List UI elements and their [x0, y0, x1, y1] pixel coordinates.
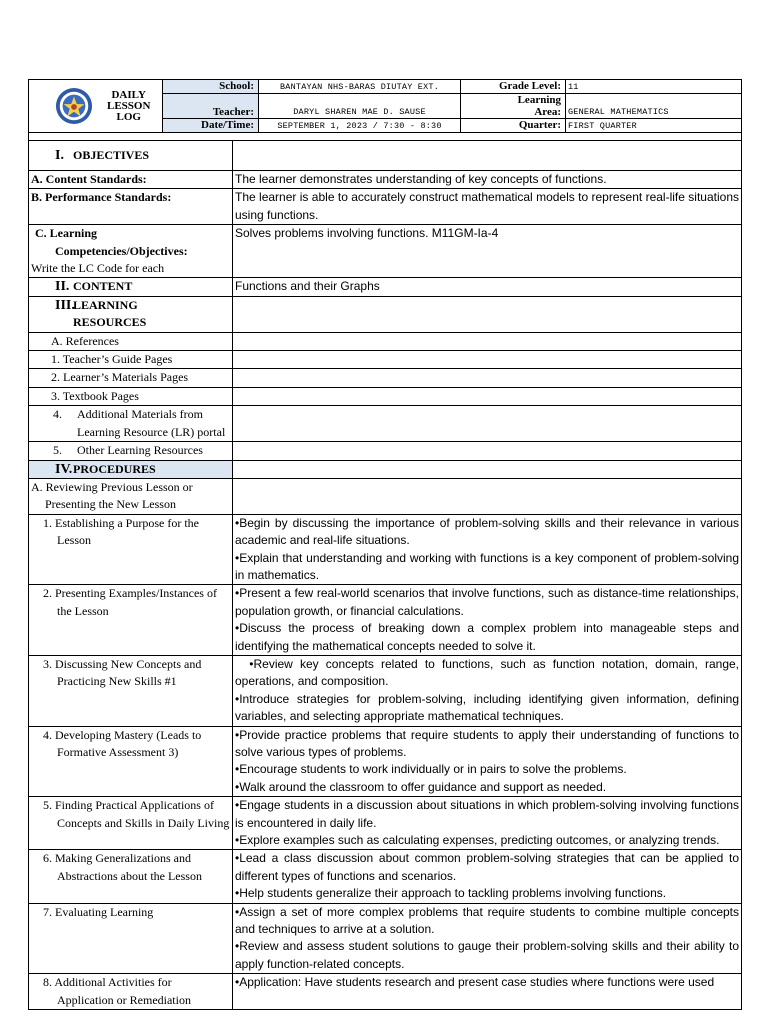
learning-area-value: GENERAL MATHEMATICS — [566, 94, 742, 119]
procedure-label: 8. Additional Activities for Application or Remediation — [29, 974, 233, 1010]
procedure-label: 3. Discussing New Concepts and Practicing New Skills #1 — [29, 655, 233, 726]
other-resources-label: 5. Other Learning Resources — [29, 442, 233, 460]
quarter-label: Quarter: — [461, 119, 566, 133]
procedure-label: 5. Finding Practical Applications of Concepts and Skills in Daily Living — [29, 797, 233, 850]
procedure-row-mastery — [29, 726, 742, 797]
references-label: A. References — [29, 332, 233, 350]
dll-title: DAILY LESSON LOG — [107, 88, 151, 123]
procedure-label: A. Reviewing Previous Lesson or Presenting the New Lesson — [29, 478, 233, 514]
procedure-row-evaluating — [29, 903, 742, 974]
procedure-label: 1. Establishing a Purpose for the Lesson — [29, 514, 233, 585]
daily-lesson-log — [28, 79, 741, 1010]
deped-seal-icon — [55, 87, 93, 125]
objectives-heading: I. OBJECTIVES — [29, 141, 233, 171]
procedure-item: •Review and assess student solutions to gauge their problem-solving skills and their ability to apply function-related concepts. — [235, 939, 739, 971]
procedure-item: •Lead a class discussion about common problem-solving strategies that can be applied to different types of functions and scenarios. — [235, 851, 739, 883]
procedure-label: 2. Presenting Examples/Instances of the Lesson — [29, 585, 233, 656]
procedure-row-purpose — [29, 514, 742, 585]
procedure-item: •Provide practice problems that require students to apply their understanding of functions to solve various types of problems. — [235, 727, 739, 759]
content-heading: II. CONTENT — [29, 278, 233, 296]
grade-level-value: 11 — [566, 80, 742, 94]
header-table — [28, 79, 742, 141]
procedure-item: •Explain that understanding and working with functions is a key component of problem-solving in mathematics. — [235, 550, 739, 582]
procedure-item: •Begin by discussing the importance of problem-solving skills and their relevance in various academic and real-life situations. — [235, 515, 739, 548]
learners-materials-label: 2. Learner’s Materials Pages — [29, 369, 233, 387]
procedures-heading: IV.PROCEDURES — [29, 460, 233, 478]
procedure-row-applications — [29, 797, 742, 850]
procedure-item: •Engage students in a discussion about situations in which problem-solving involving functions is encountered in daily life. — [235, 798, 739, 830]
content-value: Functions and their Graphs — [233, 278, 742, 296]
procedure-label: 7. Evaluating Learning — [29, 903, 233, 974]
procedure-row-new-concepts — [29, 655, 742, 726]
learning-area-label: Learning Area: — [461, 94, 566, 119]
procedure-item: •Application: Have students research and present case studies where functions were used — [235, 975, 715, 990]
grade-level-label: Grade Level: — [461, 80, 566, 94]
procedure-row-review — [29, 478, 742, 514]
procedure-row-additional — [29, 974, 742, 1010]
additional-materials-label: 4. Additional Materials from Learning Resource (LR) portal — [29, 406, 233, 442]
teachers-guide-label: 1. Teacher’s Guide Pages — [29, 351, 233, 369]
quarter-value: FIRST QUARTER — [566, 119, 742, 133]
procedure-item: •Assign a set of more complex problems that require students to combine multiple concepts and techniques to arrive at a solution. — [235, 904, 739, 937]
procedure-item: •Help students generalize their approach to tackling problems involving functions. — [235, 886, 667, 901]
school-label: School: — [163, 80, 259, 94]
procedure-item: •Introduce strategies for problem-solving, including identifying given information, defining variables, and selecting appropriate mathematical techniques. — [235, 691, 739, 724]
procedure-row-generalizations — [29, 850, 742, 903]
performance-standards-value: The learner is able to accurately construct mathematical models to represent real-life situations using functions. — [233, 189, 742, 225]
procedure-label: 4. Developing Mastery (Leads to Formative Assessment 3) — [29, 726, 233, 797]
school-value: BANTAYAN NHS-BARAS DIUTAY EXT. — [259, 80, 461, 94]
resources-heading: III.LEARNING RESOURCES — [29, 296, 233, 332]
procedure-item: •Walk around the classroom to offer guidance and support as needed. — [235, 779, 607, 794]
procedure-label: 6. Making Generalizations and Abstractions about the Lesson — [29, 850, 233, 903]
datetime-label: Date/Time: — [163, 119, 259, 133]
content-standards-label: A. Content Standards: — [29, 171, 233, 189]
procedure-item: •Review key concepts related to functions, such as function notation, domain, range, operations, and composition. — [235, 656, 743, 689]
datetime-value: SEPTEMBER 1, 2023 / 7:30 - 8:30 — [259, 119, 461, 133]
procedure-row-examples — [29, 585, 742, 656]
lesson-table — [28, 140, 742, 1010]
procedure-item: •Explore examples such as calculating expenses, predicting outcomes, or analyzing trends. — [235, 833, 720, 848]
competencies-value: Solves problems involving functions. M11GM-Ia-4 — [233, 225, 742, 278]
procedure-item: •Present a few real-world scenarios that involve functions, such as distance-time relationships, population growth, or financial calculations. — [235, 586, 739, 618]
procedure-item: •Discuss the process of breaking down a complex problem into manageable steps and identifying the mathematical concepts needed to solve it. — [235, 621, 739, 653]
procedure-item: •Encourage students to work individually or in pairs to solve the problems. — [235, 762, 627, 777]
competencies-label: C. Learning Competencies/Objectives: Write the LC Code for each — [29, 225, 233, 278]
textbook-label: 3. Textbook Pages — [29, 387, 233, 405]
lc-code: M11GM-Ia-4 — [431, 226, 499, 241]
content-standards-value: The learner demonstrates understanding of key concepts of functions. — [233, 171, 742, 189]
logo-cell — [29, 80, 163, 133]
performance-standards-label: B. Performance Standards: — [29, 189, 233, 225]
teacher-value: DARYL SHAREN MAE D. SAUSE — [259, 94, 461, 119]
teacher-label: Teacher: — [163, 94, 259, 119]
